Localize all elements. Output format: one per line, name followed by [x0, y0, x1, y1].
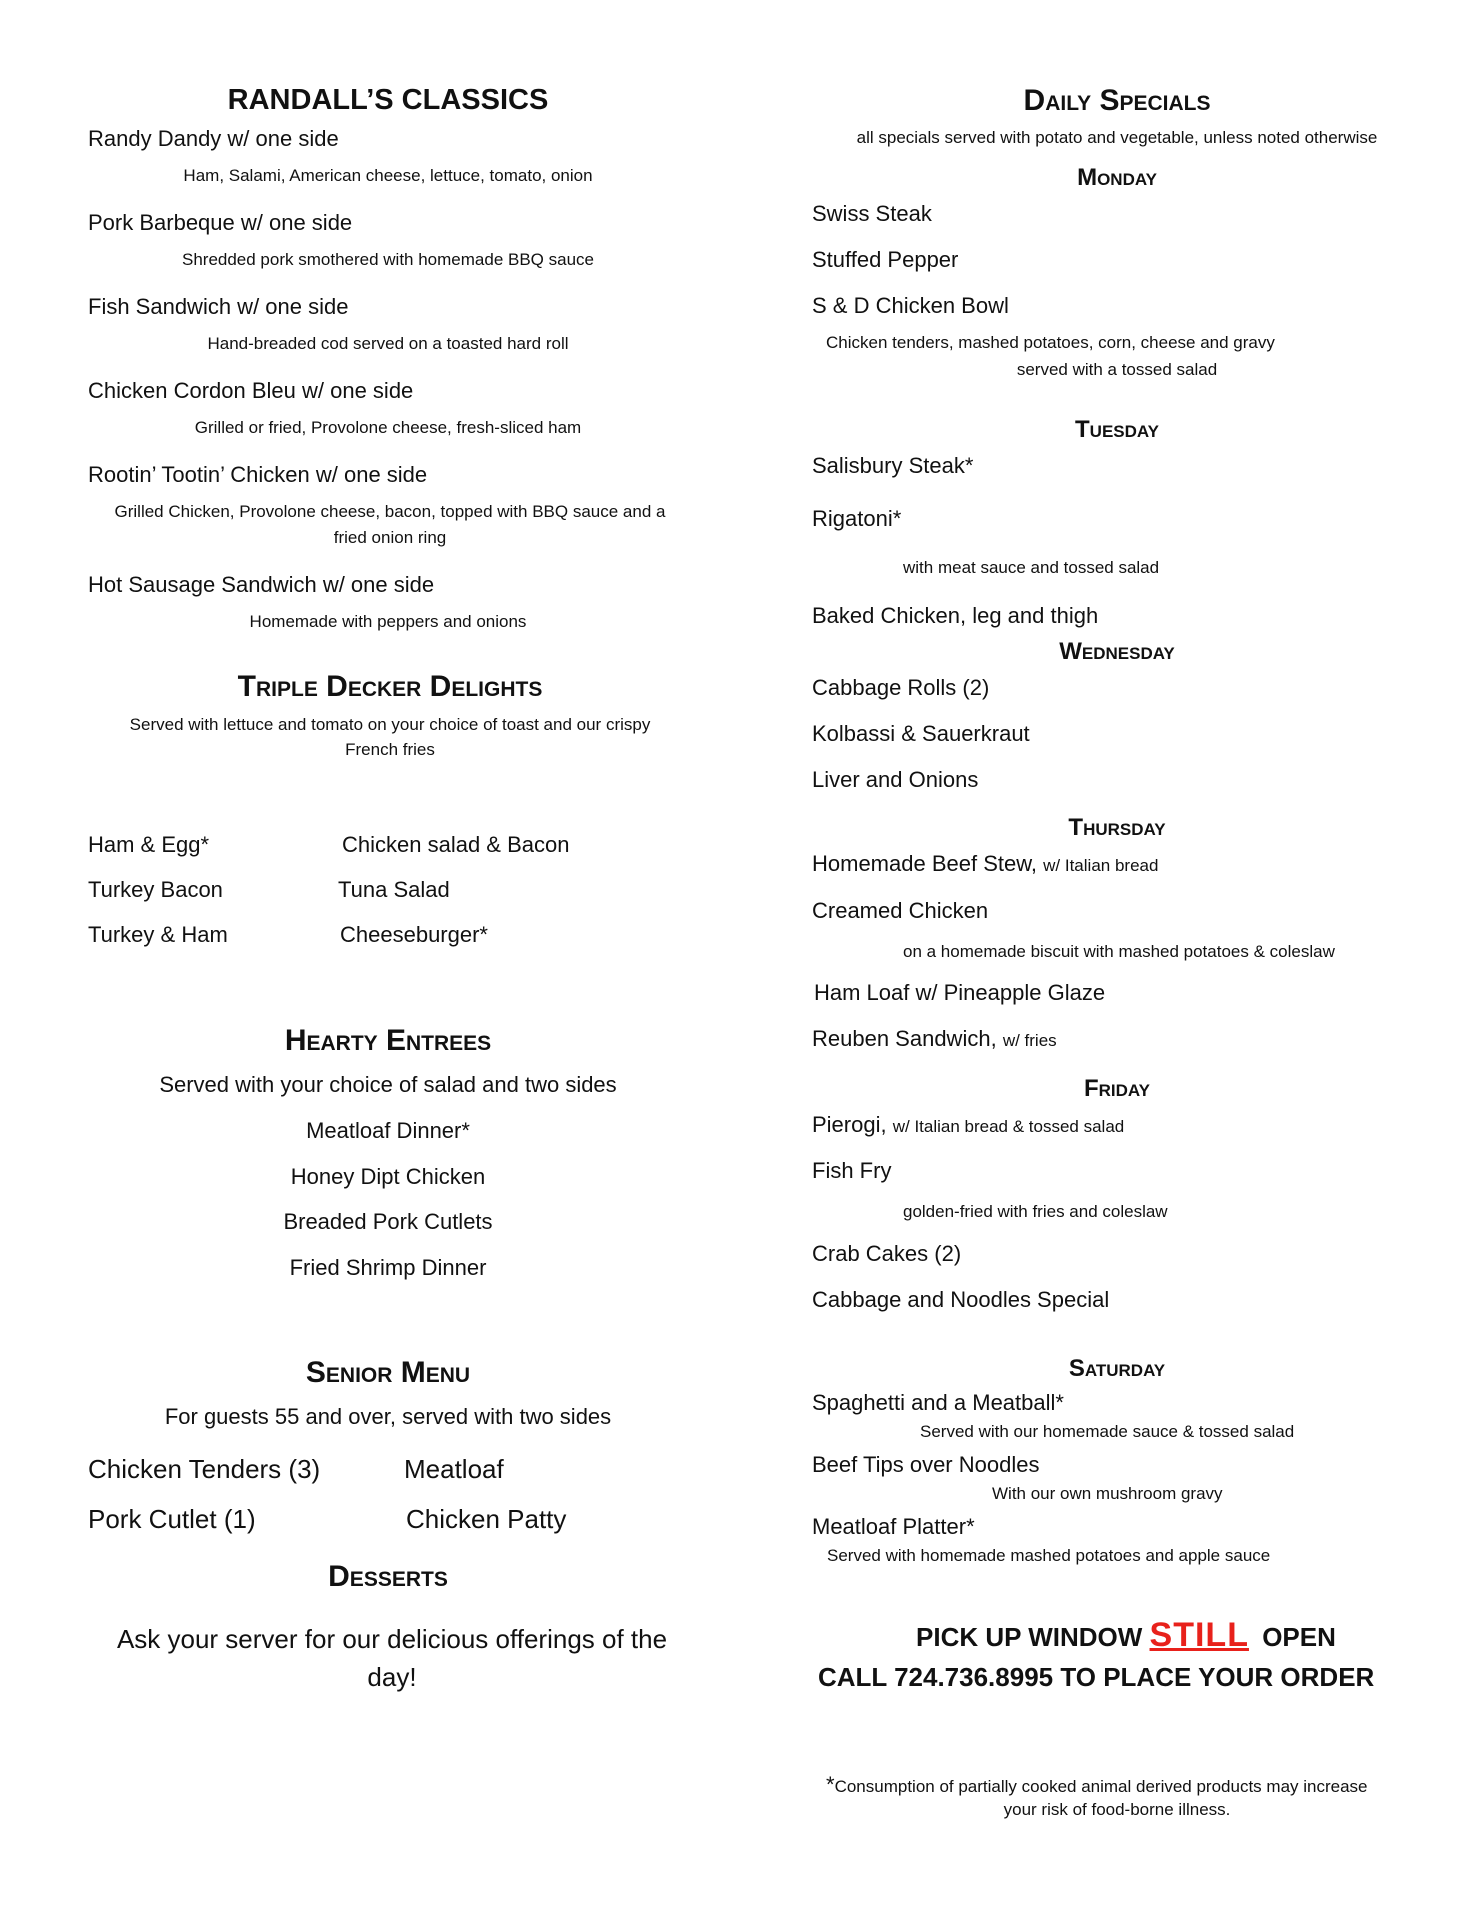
- menu-item: Randy Dandy w/ one side: [88, 126, 339, 151]
- menu-item: Salisbury Steak*: [812, 453, 974, 478]
- triple-title: Triple Decker Delights: [237, 670, 543, 703]
- menu-item: Chicken Patty: [406, 1504, 567, 1534]
- senior-subtitle: For guests 55 and over, served with two sides: [164, 1404, 612, 1429]
- item-desc: fried onion ring: [333, 528, 447, 547]
- item-desc: golden-fried with fries and coleslaw: [903, 1202, 1168, 1221]
- senior-title: Senior Menu: [305, 1356, 471, 1389]
- item-note: w/ Italian bread: [1043, 856, 1159, 875]
- asterisk: *: [826, 1772, 835, 1797]
- item-name: Reuben Sandwich,: [812, 1026, 997, 1051]
- pickup-highlight: STILL: [1149, 1616, 1249, 1654]
- desserts-text: Ask your server for our delicious offerings of the: [116, 1624, 668, 1654]
- menu-item: Liver and Onions: [812, 767, 979, 792]
- menu-item: Honey Dipt Chicken: [290, 1164, 486, 1189]
- menu-item: Beef Tips over Noodles: [812, 1452, 1040, 1477]
- menu-item: Fried Shrimp Dinner: [289, 1255, 487, 1280]
- item-desc: served with a tossed salad: [1016, 360, 1218, 379]
- day-monday: Monday: [1077, 164, 1157, 191]
- menu-item: Cheeseburger*: [340, 922, 488, 947]
- item-note: w/ fries: [1002, 1031, 1057, 1050]
- entrees-title: Hearty Entrees: [284, 1024, 492, 1057]
- day-wednesday: Wednesday: [1059, 638, 1175, 665]
- menu-item: Baked Chicken, leg and thigh: [812, 603, 1099, 628]
- menu-item: Rigatoni*: [812, 506, 902, 531]
- item-desc: Served with homemade mashed potatoes and apple sauce: [827, 1546, 1271, 1565]
- menu-item: Chicken Tenders (3): [88, 1454, 321, 1484]
- menu-item: Tuna Salad: [338, 877, 450, 902]
- menu-item: Fish Fry: [812, 1158, 892, 1183]
- day-saturday: Saturday: [1068, 1355, 1166, 1382]
- menu-item: Turkey & Ham: [88, 922, 228, 947]
- desserts-title: Desserts: [328, 1560, 448, 1593]
- item-desc: Hand-breaded cod served on a toasted hard roll: [207, 334, 569, 353]
- triple-subtitle: Served with lettuce and tomato on your choice of toast and our crispy: [129, 715, 651, 734]
- entrees-subtitle: Served with your choice of salad and two sides: [159, 1072, 617, 1097]
- menu-item: Ham & Egg*: [88, 832, 210, 857]
- disclaimer-text: Consumption of partially cooked animal derived products may increase: [834, 1777, 1368, 1796]
- menu-item: Rootin’ Tootin’ Chicken w/ one side: [88, 462, 428, 487]
- menu-item: Breaded Pork Cutlets: [283, 1209, 493, 1234]
- menu-item: S & D Chicken Bowl: [812, 293, 1009, 318]
- item-desc: Grilled or fried, Provolone cheese, fresh-sliced ham: [194, 418, 582, 437]
- day-friday: Friday: [1084, 1075, 1150, 1102]
- menu-item: Cabbage Rolls (2): [812, 675, 990, 700]
- item-desc: Served with our homemade sauce & tossed salad: [920, 1422, 1295, 1441]
- menu-item: Ham Loaf w/ Pineapple Glaze: [814, 980, 1106, 1005]
- menu-item: Chicken Cordon Bleu w/ one side: [88, 378, 414, 403]
- menu-item: Crab Cakes (2): [812, 1241, 962, 1266]
- menu-item: [812, 1112, 1124, 1138]
- menu-item: Meatloaf Dinner*: [306, 1118, 470, 1143]
- menu-item: [812, 1026, 1057, 1052]
- item-note: w/ Italian bread & tossed salad: [892, 1117, 1125, 1136]
- specials-title: Daily Specials: [1023, 84, 1211, 117]
- item-desc: on a homemade biscuit with mashed potatoes & coleslaw: [903, 942, 1335, 961]
- menu-item: Pork Cutlet (1): [88, 1504, 256, 1534]
- menu-item: Cabbage and Noodles Special: [812, 1287, 1110, 1312]
- item-desc: Ham, Salami, American cheese, lettuce, tomato, onion: [183, 166, 593, 185]
- menu-item: Swiss Steak: [812, 201, 932, 226]
- menu-item: Creamed Chicken: [812, 898, 989, 923]
- menu-item: Chicken salad & Bacon: [342, 832, 570, 857]
- disclaimer: [826, 1772, 1368, 1798]
- menu-item: Fish Sandwich w/ one side: [88, 294, 349, 319]
- item-desc: Shredded pork smothered with homemade BBQ sauce: [181, 250, 594, 269]
- menu-item: [812, 851, 1158, 877]
- item-desc: with meat sauce and tossed salad: [903, 558, 1160, 577]
- disclaimer-text: your risk of food-borne illness.: [1003, 1800, 1231, 1819]
- day-tuesday: Tuesday: [1075, 416, 1159, 443]
- item-name: Pierogi,: [812, 1112, 887, 1137]
- menu-item: Spaghetti and a Meatball*: [812, 1390, 1064, 1415]
- item-desc: Grilled Chicken, Provolone cheese, bacon, topped with BBQ sauce and a: [114, 502, 666, 521]
- item-desc: Chicken tenders, mashed potatoes, corn, cheese and gravy: [826, 333, 1275, 352]
- menu-item: Stuffed Pepper: [812, 247, 959, 272]
- menu-item: Meatloaf: [404, 1454, 504, 1484]
- desserts-text: day!: [367, 1662, 417, 1692]
- menu-item: Hot Sausage Sandwich w/ one side: [88, 572, 435, 597]
- specials-subtitle: all specials served with potato and vegetable, unless noted otherwise: [856, 128, 1378, 147]
- pickup-pre: PICK UP WINDOW: [916, 1622, 1143, 1652]
- call-line: CALL 724.736.8995 TO PLACE YOUR ORDER: [818, 1662, 1375, 1692]
- menu-item: Pork Barbeque w/ one side: [88, 210, 353, 235]
- item-desc: With our own mushroom gravy: [992, 1484, 1223, 1503]
- item-name: Homemade Beef Stew,: [812, 851, 1038, 876]
- menu-item: Turkey Bacon: [88, 877, 223, 902]
- classics-title: RANDALL’S CLASSICS: [227, 84, 549, 116]
- menu-item: Meatloaf Platter*: [812, 1514, 975, 1539]
- triple-subtitle: French fries: [345, 740, 435, 759]
- day-thursday: Thursday: [1068, 814, 1166, 841]
- pickup-line: [916, 1616, 1336, 1655]
- item-desc: Homemade with peppers and onions: [249, 612, 527, 631]
- pickup-post: OPEN: [1262, 1622, 1336, 1652]
- menu-item: Kolbassi & Sauerkraut: [812, 721, 1030, 746]
